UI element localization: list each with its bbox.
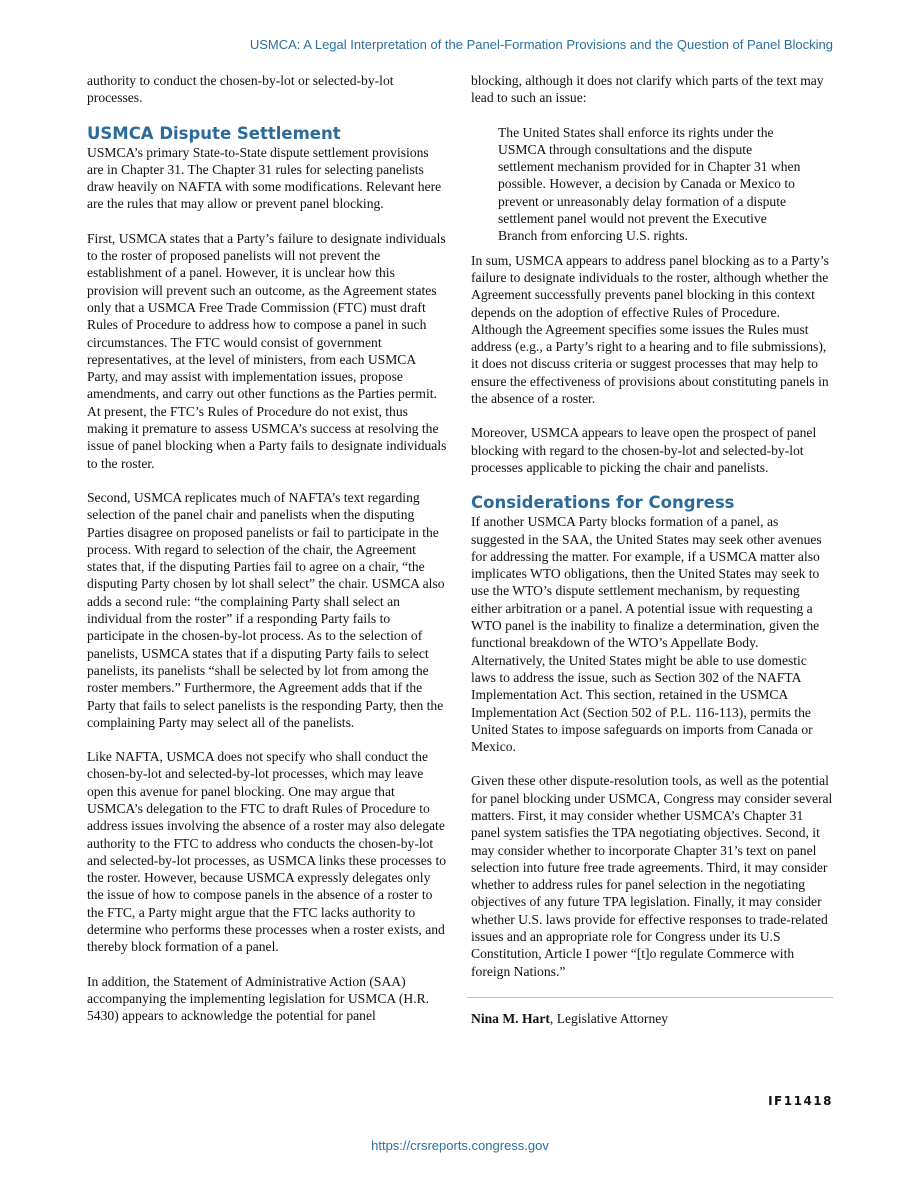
paragraph: In sum, USMCA appears to address panel blocking as to a Party’s failure to designate individuals to the roster, although whether the Agreement successfully prevents panel blocking in this context depends on the adoption of effective Rules of Procedure. Although the Agreement specifies some issues the Rules must address (e.g., a Party’s right to a hearing and to file submissions), it does not discuss criteria or suggest processes that may help to ensure the effectiveness of provisions about constituting panels in the absence of a roster. — [471, 252, 829, 407]
paragraph: If another USMCA Party blocks formation of a panel, as suggested in the SAA, the United States may seek other avenues for addressing the matter. For example, if a USMCA matter also implicates WTO obligations, then the United States may seek to use the WTO’s dispute settlement mechanism, by requesting either arbitration or a panel. A potential issue with requesting a WTO panel is the inability to finalize a determination, given the functional breakdown of the WTO’s Appellate Body. Alternatively, the United States might be able to use domestic laws to address the issue, such as Section 302 of the NAFTA Implementation Act. This section, retained in the USMCA Implementation Act (Section 502 of P.L. 116-113), permits the United States to impose safeguards on imports from Canada or Mexico. — [471, 514, 822, 755]
paragraph: USMCA’s primary State-to-State dispute settlement provisions are in Chapter 31. The Chapter 31 rules for selecting panelists draw heavily on NAFTA with some modifications. Relevant here are the rules that may allow or prevent panel blocking. — [87, 144, 442, 212]
paragraph: Second, USMCA replicates much of NAFTA’s text regarding selection of the panel chair and panelists when the disputing Parties disagree on proposed panelists or fail to participate in the process. With regard to selection of the chair, the Agreement states that, if the disputing Parties fail to agree on a chair, “the disputing Party chosen by lot shall select” the chair. USMCA also adds a second rule: “the complaining Party shall select an individual from the roster” if a responding Party fails to participate in the chosen-by-lot process. As to the selection of panelists, USMCA states that if a disputing Party fails to select panelists, its panelists “shall be selected by lot from among the roster members.” Furthermore, the Agreement adds that if the Party that fails to select panelists is the responding Party, then the complaining Party may select all of the panelists. — [87, 489, 445, 730]
paragraph: Like NAFTA, USMCA does not specify who shall conduct the chosen-by-lot and selected-by-lot processes, which may leave open this avenue for panel blocking. One may argue that USMCA’s delegation to the FTC to draft Rules of Procedure to address issues involving the absence of a roster may also delegate authority to the FTC to address who conducts the chosen-by-lot and selected-by-lot processes, as USMCA links these processes to the roster. However, because USMCA expressly delegates only the issue of how to compose panels in the absence of a roster to the FTC, a Party might argue that the FTC lacks authority to determine who performs these processes when a roster exists, and thereby block formation of a panel. — [87, 749, 447, 955]
paragraph: In addition, the Statement of Administrative Action (SAA) accompanying the implementing legislation for USMCA (H.R. 5430) appears to acknowledge the potential for panel — [87, 973, 430, 1024]
saa-quote: The United States shall enforce its rights under the USMCA through consultations and the dispute settlement mechanism provided for in Chapter 31 when possible. However, a decision by Canada or Mexico to prevent or unreasonably delay formation of a dispute settlement panel would not prevent the Executive Branch from enforcing U.S. rights. — [498, 124, 801, 244]
paragraph: authority to conduct the chosen-by-lot or selected-by-lot processes. — [87, 73, 394, 106]
section-heading-considerations: Considerations for Congress — [471, 493, 735, 513]
paragraph: blocking, although it does not clarify which parts of the text may lead to such an issue: — [471, 73, 824, 106]
author-line — [471, 1010, 833, 1027]
author-title: , Legislative Attorney — [549, 1010, 669, 1026]
author-divider — [467, 997, 833, 998]
product-code: IF11418 — [768, 1094, 833, 1108]
paragraph: Given these other dispute-resolution tools, as well as the potential for panel blocking under USMCA, Congress may consider several matters. First, it may consider whether USMCA’s Chapter 31 panel system satisfies the TPA negotiating objectives. Second, it may consider whether to incorporate Chapter 31’s text on panel selection into future free trade agreements. Third, it may consider whether to address rules for panel selection in the negotiating objectives of any future TPA legislation. Finally, it may consider whether U.S. laws provide for effective responses to trade-related issues and an appropriate role for Congress under its U.S Constitution, Article I power “[t]o regulate Commerce with foreign Nations.” — [471, 773, 833, 979]
running-header: USMCA: A Legal Interpretation of the Panel-Formation Provisions and the Question of Panel Blocking — [249, 37, 833, 52]
footer-link[interactable]: https://crsreports.congress.gov — [371, 1138, 549, 1153]
section-heading-dispute-settlement: USMCA Dispute Settlement — [87, 123, 341, 143]
left-column — [87, 72, 447, 1042]
right-column — [471, 72, 833, 1044]
paragraph: Moreover, USMCA appears to leave open the prospect of panel blocking with regard to the chosen-by-lot and selected-by-lot processes applicable to picking the chair and panelists. — [471, 425, 817, 475]
author-name: Nina M. Hart — [471, 1010, 550, 1026]
paragraph: First, USMCA states that a Party’s failure to designate individuals to the roster of proposed panelists will not prevent the establishment of a panel. However, it is unclear how this provision will prevent such an outcome, as the Agreement states only that a USMCA Free Trade Commission (FTC) must draft Rules of Procedure to address how to compose a panel in such circumstances. The FTC would consist of government representatives, at the level of ministers, from each USMCA Party, and may assist with implementation issues, propose amendments, and carry out other functions as the Parties permit. At present, the FTC’s Rules of Procedure do not exist, thus making it premature to assess USMCA’s success at resolving the issue of panel blocking when a Party fails to designate individuals to the roster. — [87, 230, 447, 471]
